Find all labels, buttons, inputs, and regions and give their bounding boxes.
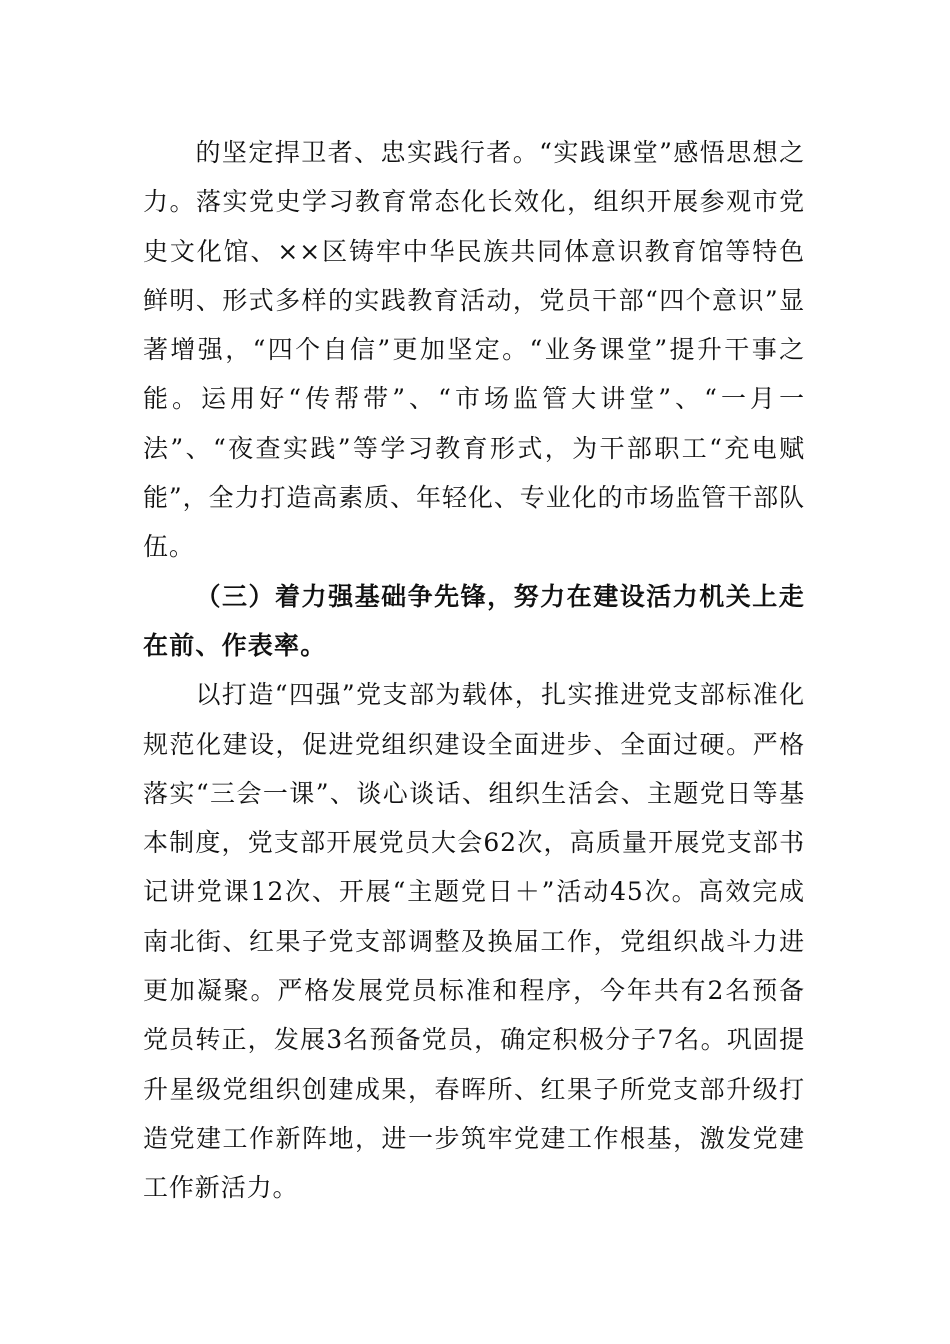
document-page <box>143 128 805 1213</box>
section-heading-3: （三）着力强基础争先锋，努力在建设活力机关上走在前、作表率。 <box>143 581 805 660</box>
body-paragraph-1: 的坚定捍卫者、忠实践行者。“实践课堂”感悟思想之力。落实党史学习教育常态化长效化，组织开展参观市党史文化馆、××区铸牢中华民族共同体意识教育馆等特色鲜明、形式多样的实践教育活动，党员干部“四个意识”显著增强，“四个自信”更加坚定。“业务课堂”提升干事之能。运用好“传帮带”、“市场监管大讲堂”、“一月一法”、“夜查实践”等学习教育形式，为干部职工“充电赋能”，全力打造高素质、年轻化、专业化的市场监管干部队伍。 <box>143 138 805 562</box>
body-paragraph-2: 以打造“四强”党支部为载体，扎实推进党支部标准化规范化建设，促进党组织建设全面进步、全面过硬。严格落实“三会一课”、谈心谈话、组织生活会、主题党日等基本制度，党支部开展党员大会62次，高质量开展党支部书记讲党课12次、开展“主题党日＋”活动45次。高效完成南北街、红果子党支部调整及换届工作，党组织战斗力进更加凝聚。严格发展党员标准和程序，今年共有2名预备党员转正，发展3名预备党员，确定积极分子7名。巩固提升星级党组织创建成果，春晖所、红果子所党支部升级打造党建工作新阵地，进一步筑牢党建工作根基，激发党建工作新活力。 <box>143 680 805 1203</box>
